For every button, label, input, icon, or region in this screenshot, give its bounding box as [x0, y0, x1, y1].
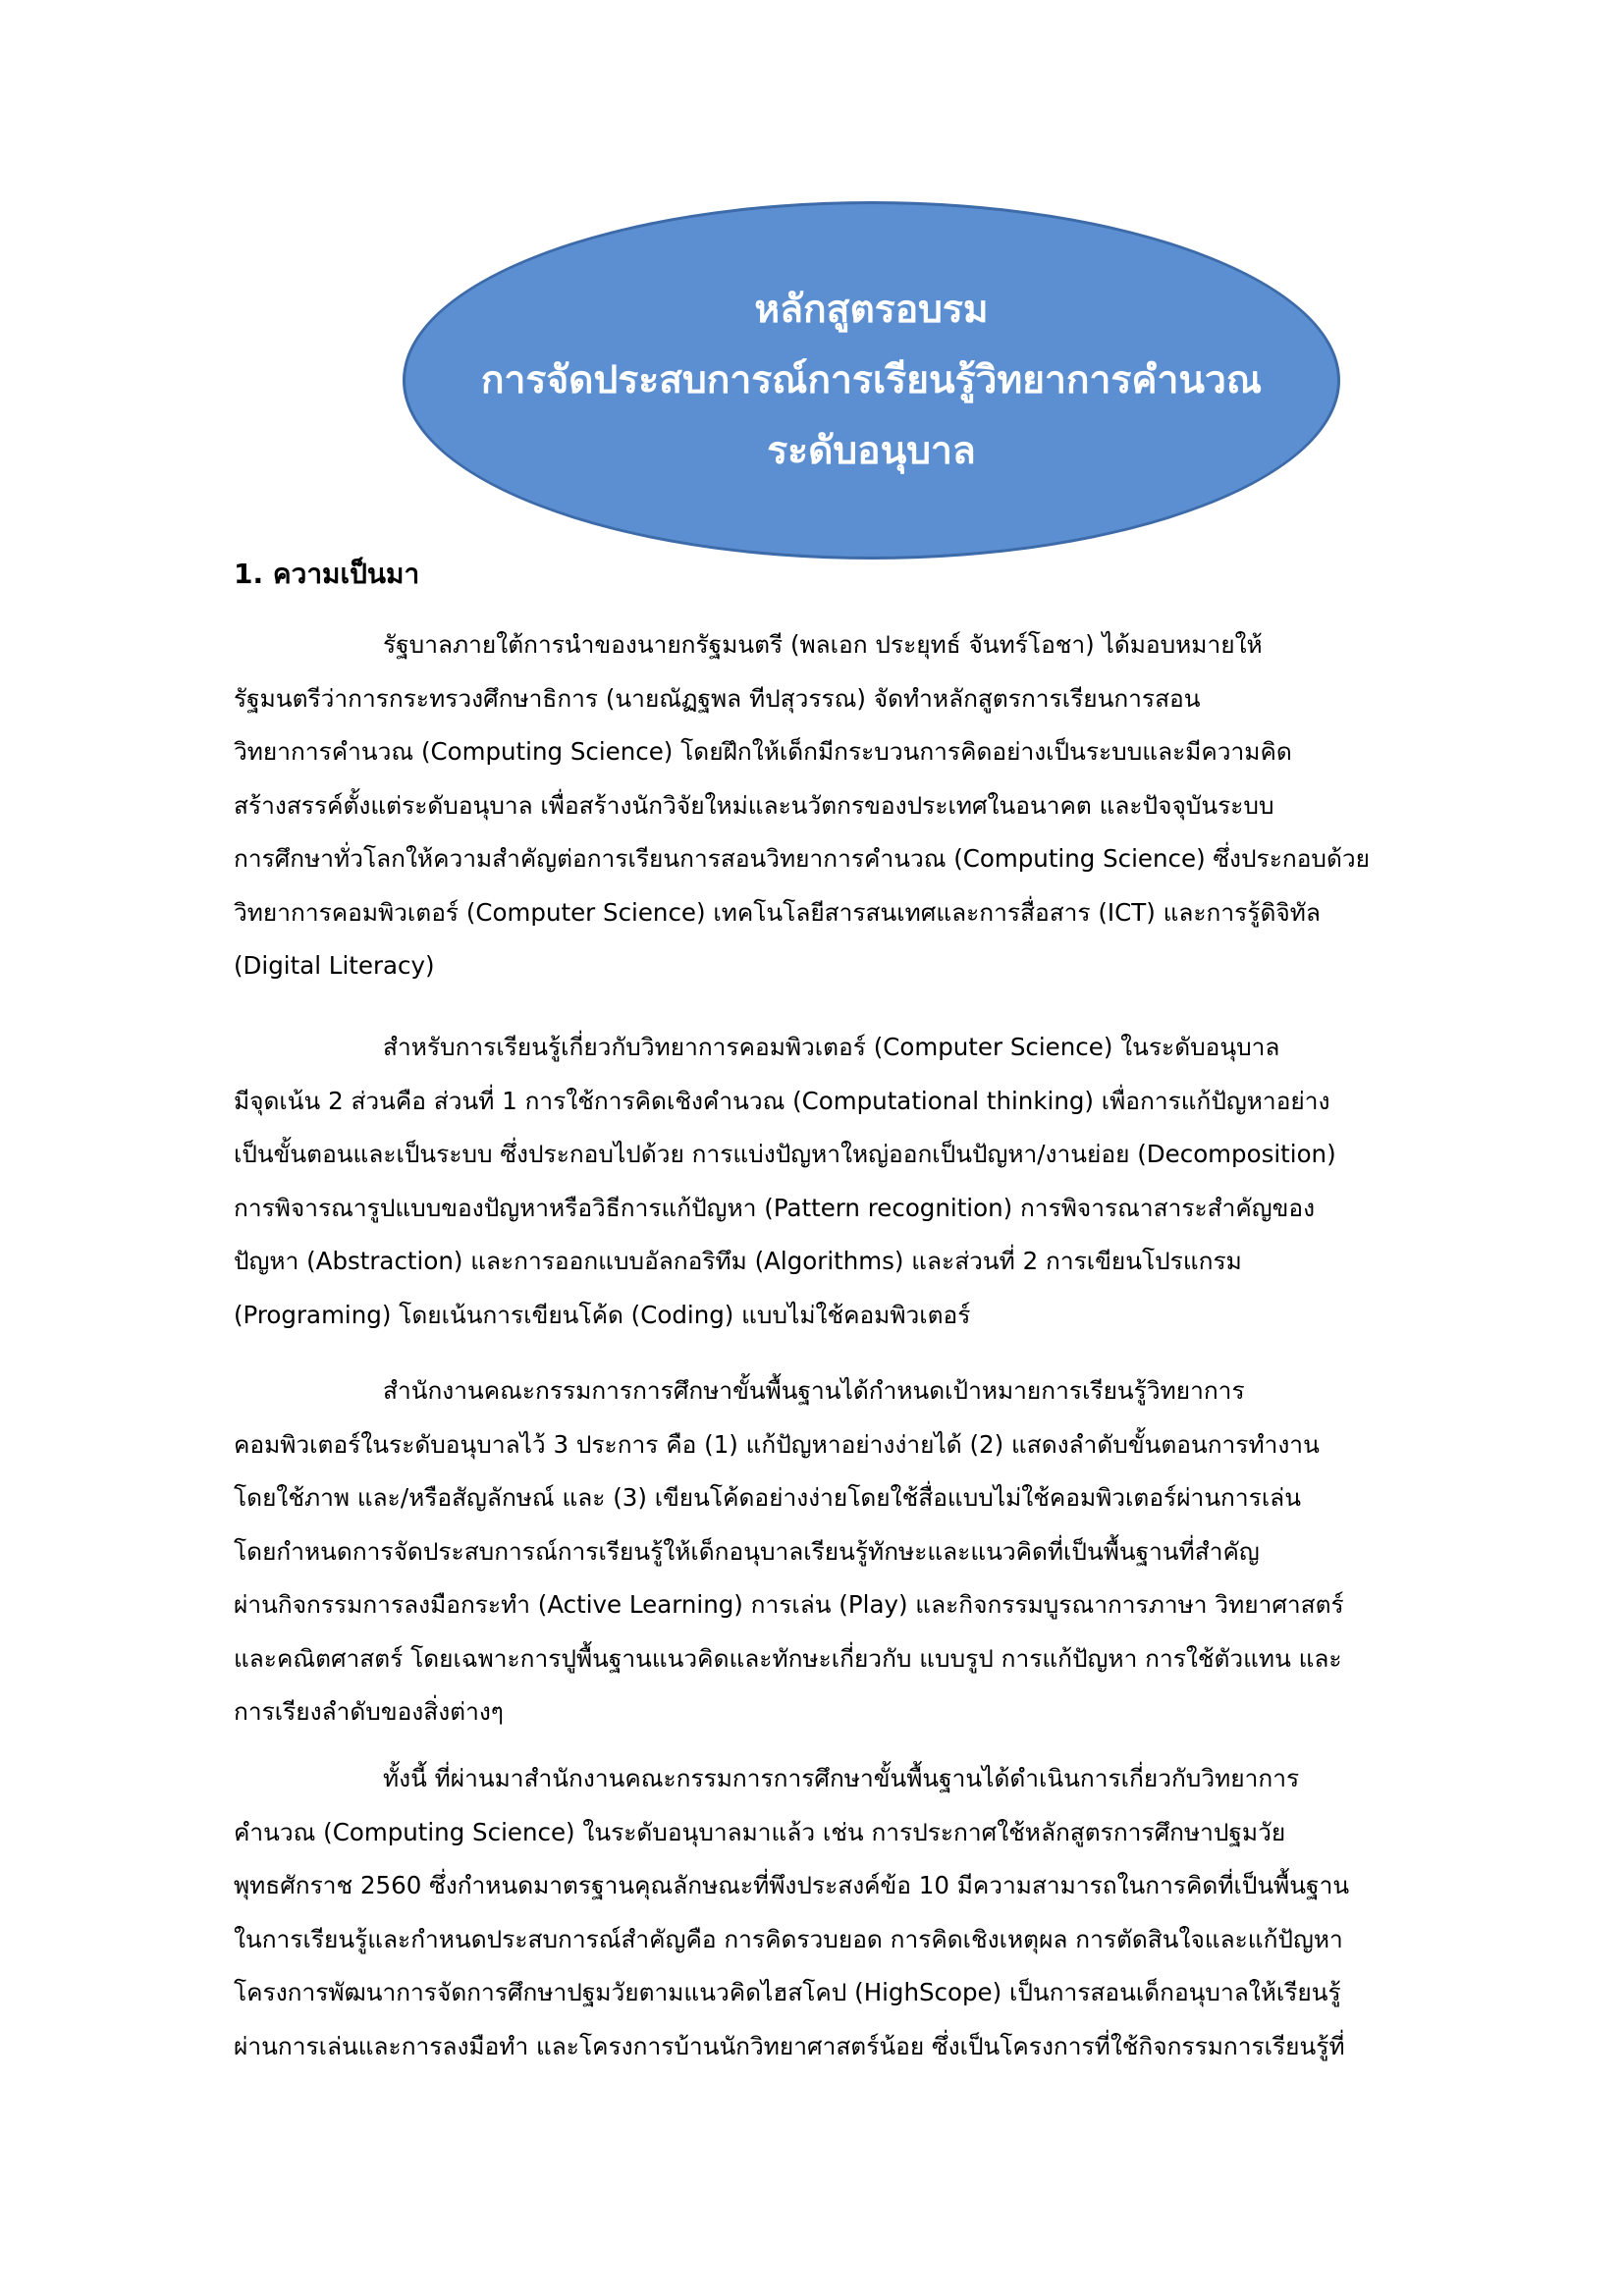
title-line-1: หลักสูตรอบรม	[754, 287, 989, 332]
paragraph-line: ในการเรียนรู้และกำหนดประสบการณ์สำคัญคือ การคิดรวบยอด การคิดเชิงเหตุผล การตัดสินใจและแก้ปัญหา	[234, 1924, 1343, 1953]
paragraph-line: โครงการพัฒนาการจัดการศึกษาปฐมวัยตามแนวคิดไฮสโคป (HighScope) เป็นการสอนเด็กอนุบาลให้เรียนรู้	[234, 1978, 1341, 2006]
paragraph-line: การพิจารณารูปแบบของปัญหาหรือวิธีการแก้ปัญหา (Pattern recognition) การพิจารณาสาระสำคัญของ	[234, 1193, 1316, 1222]
paragraph-background-1	[234, 618, 1475, 993]
paragraph-line: คอมพิวเตอร์ในระดับอนุบาลไว้ 3 ประการ คือ (1) แก้ปัญหาอย่างง่ายได้ (2) แสดงลำดับขั้นตอนการทำงาน	[234, 1429, 1320, 1459]
paragraph-line: (Digital Literacy)	[234, 951, 435, 980]
paragraph-line: การศึกษาทั่วโลกให้ความสำคัญต่อการเรียนการสอนวิทยาการคำนวณ (Computing Science) ซึ่งประกอบด้วย	[234, 844, 1371, 873]
title-banner	[403, 201, 1340, 560]
paragraph-line: การเรียงลำดับของสิ่งต่างๆ	[234, 1697, 504, 1726]
title-line-3: ระดับอนุบาล	[767, 428, 976, 473]
paragraph-line: สำนักงานคณะกรรมการการศึกษาขั้นพื้นฐานได้กำหนดเป้าหมายการเรียนรู้วิทยาการ	[383, 1376, 1245, 1405]
paragraph-past-operations	[234, 1752, 1475, 2073]
paragraph-line: รัฐมนตรีว่าการกระทรวงศึกษาธิการ (นายณัฏฐพล ทีปสุวรรณ) จัดทำหลักสูตรการเรียนการสอน	[234, 683, 1201, 713]
paragraph-line: เป็นขั้นตอนและเป็นระบบ ซึ่งประกอบไปด้วย การแบ่งปัญหาใหญ่ออกเป็นปัญหา/งานย่อย (Decomposition)	[234, 1140, 1336, 1168]
paragraph-line: พุทธศักราช 2560 ซึ่งกำหนดมาตรฐานคุณลักษณะที่พึงประสงค์ข้อ 10 มีความสามารถในการคิดที่เป็นพื้นฐาน	[234, 1871, 1350, 1899]
paragraph-line: คำนวณ (Computing Science) ในระดับอนุบาลมาแล้ว เช่น การประกาศใช้หลักสูตรการศึกษาปฐมวัย	[234, 1817, 1286, 1846]
paragraph-line: สร้างสรรค์ตั้งแต่ระดับอนุบาล เพื่อสร้างนักวิจัยใหม่และนวัตกรของประเทศในอนาคต และปัจจุบันระบบ	[234, 790, 1274, 820]
paragraph-line: ผ่านการเล่นและการลงมือทำ และโครงการบ้านนักวิทยาศาสตร์น้อย ซึ่งเป็นโครงการที่ใช้กิจกรรมการเรียนรู้ที่	[234, 2031, 1345, 2060]
paragraph-line: ผ่านกิจกรรมการลงมือกระทำ (Active Learning) การเล่น (Play) และกิจกรรมบูรณาการภาษา วิทยาศาสตร์	[234, 1590, 1344, 1619]
paragraph-line: ปัญหา (Abstraction) และการออกแบบอัลกอริทึม (Algorithms) และส่วนที่ 2 การเขียนโปรแกรม	[234, 1247, 1242, 1275]
title-line-2: การจัดประสบการณ์การเรียนรู้วิทยาการคำนวณ	[480, 357, 1263, 402]
paragraph-line: (Programing) โดยเน้นการเขียนโค้ด (Coding) แบบไม่ใช้คอมพิวเตอร์	[234, 1300, 971, 1329]
paragraph-line: สำหรับการเรียนรู้เกี่ยวกับวิทยาการคอมพิวเตอร์ (Computer Science) ในระดับอนุบาล	[383, 1033, 1280, 1061]
paragraph-line: และคณิตศาสตร์ โดยเฉพาะการปูพื้นฐานแนวคิดและทักษะเกี่ยวกับ แบบรูป การแก้ปัญหา การใช้ตัวแทน และ	[234, 1643, 1342, 1673]
paragraph-line: มีจุดเน้น 2 ส่วนคือ ส่วนที่ 1 การใช้การคิดเชิงคำนวณ (Computational thinking) เพื่อการแก้ปัญหาอย่าง	[234, 1086, 1330, 1115]
paragraph-computer-science	[234, 1021, 1475, 1342]
paragraph-line: ทั้งนี้ ที่ผ่านมาสำนักงานคณะกรรมการการศึกษาขั้นพื้นฐานได้ดำเนินการเกี่ยวกับวิทยาการ	[383, 1764, 1300, 1792]
paragraph-line: โดยกำหนดการจัดประสบการณ์การเรียนรู้ให้เด็กอนุบาลเรียนรู้ทักษะและแนวคิดที่เป็นพื้นฐานที่สำคัญ	[234, 1536, 1260, 1566]
paragraph-line: วิทยาการคำนวณ (Computing Science) โดยฝึกให้เด็กมีกระบวนการคิดอย่างเป็นระบบและมีความคิด	[234, 737, 1292, 766]
paragraph-line: วิทยาการคอมพิวเตอร์ (Computer Science) เทคโนโลยีสารสนเทศและการสื่อสาร (ICT) และการรู้ดิจิทัล	[234, 897, 1321, 927]
section-heading: 1. ความเป็นมา	[234, 558, 420, 590]
paragraph-learning-goals	[234, 1364, 1475, 1739]
paragraph-line: โดยใช้ภาพ และ/หรือสัญลักษณ์ และ (3) เขียนโค้ดอย่างง่ายโดยใช้สื่อแบบไม่ใช้คอมพิวเตอร์ผ่านการเล่น	[234, 1483, 1301, 1512]
paragraph-line: รัฐบาลภายใต้การนำของนายกรัฐมนตรี (พลเอก ประยุทธ์ จันทร์โอชา) ได้มอบหมายให้	[383, 630, 1263, 659]
